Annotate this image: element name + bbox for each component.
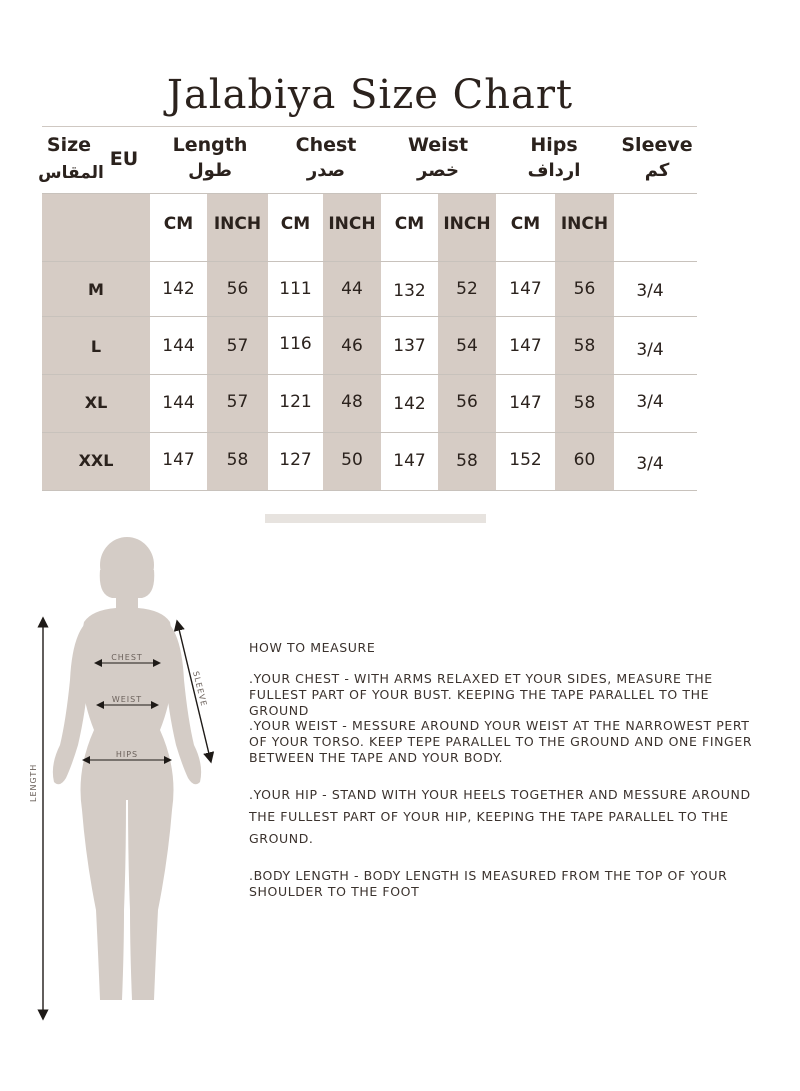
- chest-cm-cell: 111: [279, 279, 312, 299]
- size-cell: XXL: [78, 450, 114, 470]
- hips-header-en: Hips: [530, 134, 578, 156]
- weist-inch-cell: 56: [456, 392, 478, 412]
- silhouette: [53, 537, 201, 1000]
- length-cm-cell: 144: [162, 336, 195, 356]
- sleeve-cell: 3/4: [636, 281, 664, 301]
- chest-cm-cell: 127: [279, 450, 312, 470]
- chest-inch-cell: 50: [341, 450, 363, 470]
- unit-inch: INCH: [443, 214, 491, 234]
- hips-header-ar: ارداف: [527, 160, 581, 181]
- size-header-eu: EU: [109, 148, 139, 170]
- chart-title: Jalabiya Size Chart: [166, 72, 574, 118]
- hips-inch-cell: 58: [573, 393, 596, 413]
- weist-cm-cell: 147: [393, 451, 426, 471]
- unit-cm: CM: [280, 214, 311, 234]
- how-to-heading: HOW TO MEASURE: [249, 640, 376, 655]
- sleeve-header-en: Sleeve: [621, 134, 693, 156]
- length-label: LENGTH: [29, 763, 38, 802]
- length-cm-cell: 142: [162, 279, 195, 299]
- length-inch-cell: 57: [226, 336, 249, 356]
- weist-header-en: Weist: [407, 134, 469, 156]
- size-cell: M: [88, 279, 104, 299]
- length-header-en: Length: [172, 134, 248, 156]
- hips-cm-cell: 147: [509, 336, 542, 356]
- length-inch-cell: 57: [226, 392, 249, 412]
- unit-cm: CM: [163, 214, 194, 234]
- unit-inch: INCH: [560, 214, 609, 234]
- how-to-length: .BODY LENGTH - BODY LENGTH IS MEASURED FROM THE TOP OF YOUR SHOULDER TO THE FOOT: [249, 868, 728, 899]
- length-cm-cell: 147: [162, 450, 195, 470]
- chest-header-en: Chest: [295, 134, 357, 156]
- weist-label: WEIST: [111, 695, 143, 704]
- length-header-ar: طول: [188, 160, 232, 181]
- weist-cm-cell: 132: [393, 281, 426, 301]
- weist-header-ar: خصر: [417, 160, 459, 181]
- table-line: [42, 490, 697, 491]
- hips-label: HIPS: [115, 750, 139, 759]
- unit-cm: CM: [394, 214, 425, 234]
- chest-cm-cell: 116: [279, 334, 312, 354]
- weist-cm-cell: 142: [393, 394, 426, 414]
- how-to-hip: .YOUR HIP - STAND WITH YOUR HEELS TOGETHER AND MESSURE AROUND THE FULLEST PART OF YOUR HIP, KEEPING THE TAPE PARALLEL TO THE GROUND.: [249, 787, 751, 846]
- weist-cm-cell: 137: [393, 336, 426, 356]
- weist-inch-cell: 52: [456, 279, 478, 299]
- chest-header-ar: صدر: [306, 160, 346, 181]
- chest-cm-cell: 121: [279, 392, 312, 412]
- unit-cm: CM: [510, 214, 541, 234]
- section-divider: [265, 514, 486, 523]
- length-inch-cell: 56: [226, 279, 249, 299]
- sleeve-cell: 3/4: [636, 454, 664, 474]
- hips-cm-cell: 147: [509, 279, 542, 299]
- size-cell: XL: [84, 392, 108, 412]
- hips-inch-cell: 58: [573, 336, 596, 356]
- sleeve-label: SLEEVE: [191, 670, 209, 708]
- length-header: [152, 132, 268, 184]
- chest-inch-cell: 44: [341, 279, 363, 299]
- chest-header: [268, 132, 384, 184]
- unit-inch: INCH: [213, 214, 262, 234]
- chest-label: CHEST: [111, 653, 143, 662]
- size-header-ar: المقاس: [38, 163, 104, 183]
- hips-inch-cell: 56: [573, 279, 596, 299]
- hips-cm-cell: 152: [509, 450, 542, 470]
- weist-header: [380, 132, 496, 184]
- hips-inch-cell: 60: [573, 450, 596, 470]
- how-to-weist: .YOUR WEIST - MESSURE AROUND YOUR WEIST AT THE NARROWEST PERT OF YOUR TORSO. KEEP TEPE PARALLEL TO THE GROUND AND ONE FINGER BETWEEN THE TAPE AND YOUR BODY.: [249, 718, 753, 765]
- sleeve-cell: 3/4: [636, 392, 664, 412]
- length-cm-cell: 144: [162, 393, 195, 413]
- unit-inch: INCH: [328, 214, 376, 234]
- hips-cm-cell: 147: [509, 393, 542, 413]
- size-cell: L: [90, 336, 102, 356]
- table-line: [42, 193, 697, 194]
- title-rule: [42, 126, 697, 127]
- how-to-chest: .YOUR CHEST - WITH ARMS RELAXED ET YOUR SIDES, MEASURE THE FULLEST PART OF YOUR BUST. KEEPING THE TAPE PARALLEL TO THE GROUND: [249, 671, 713, 718]
- sleeve-header-ar: كم: [644, 160, 670, 181]
- table-line: [42, 316, 697, 317]
- length-inch-cell: 58: [226, 450, 249, 470]
- sleeve-cell: 3/4: [636, 340, 664, 360]
- sleeve-header: [612, 132, 702, 184]
- hips-header: [496, 132, 612, 184]
- weist-inch-cell: 54: [456, 336, 478, 356]
- size-header-en: Size: [46, 134, 92, 156]
- chest-inch-cell: 48: [341, 392, 363, 412]
- body-measurement-figure: [0, 530, 240, 1030]
- weist-inch-cell: 58: [456, 451, 478, 471]
- chest-inch-cell: 46: [341, 336, 363, 356]
